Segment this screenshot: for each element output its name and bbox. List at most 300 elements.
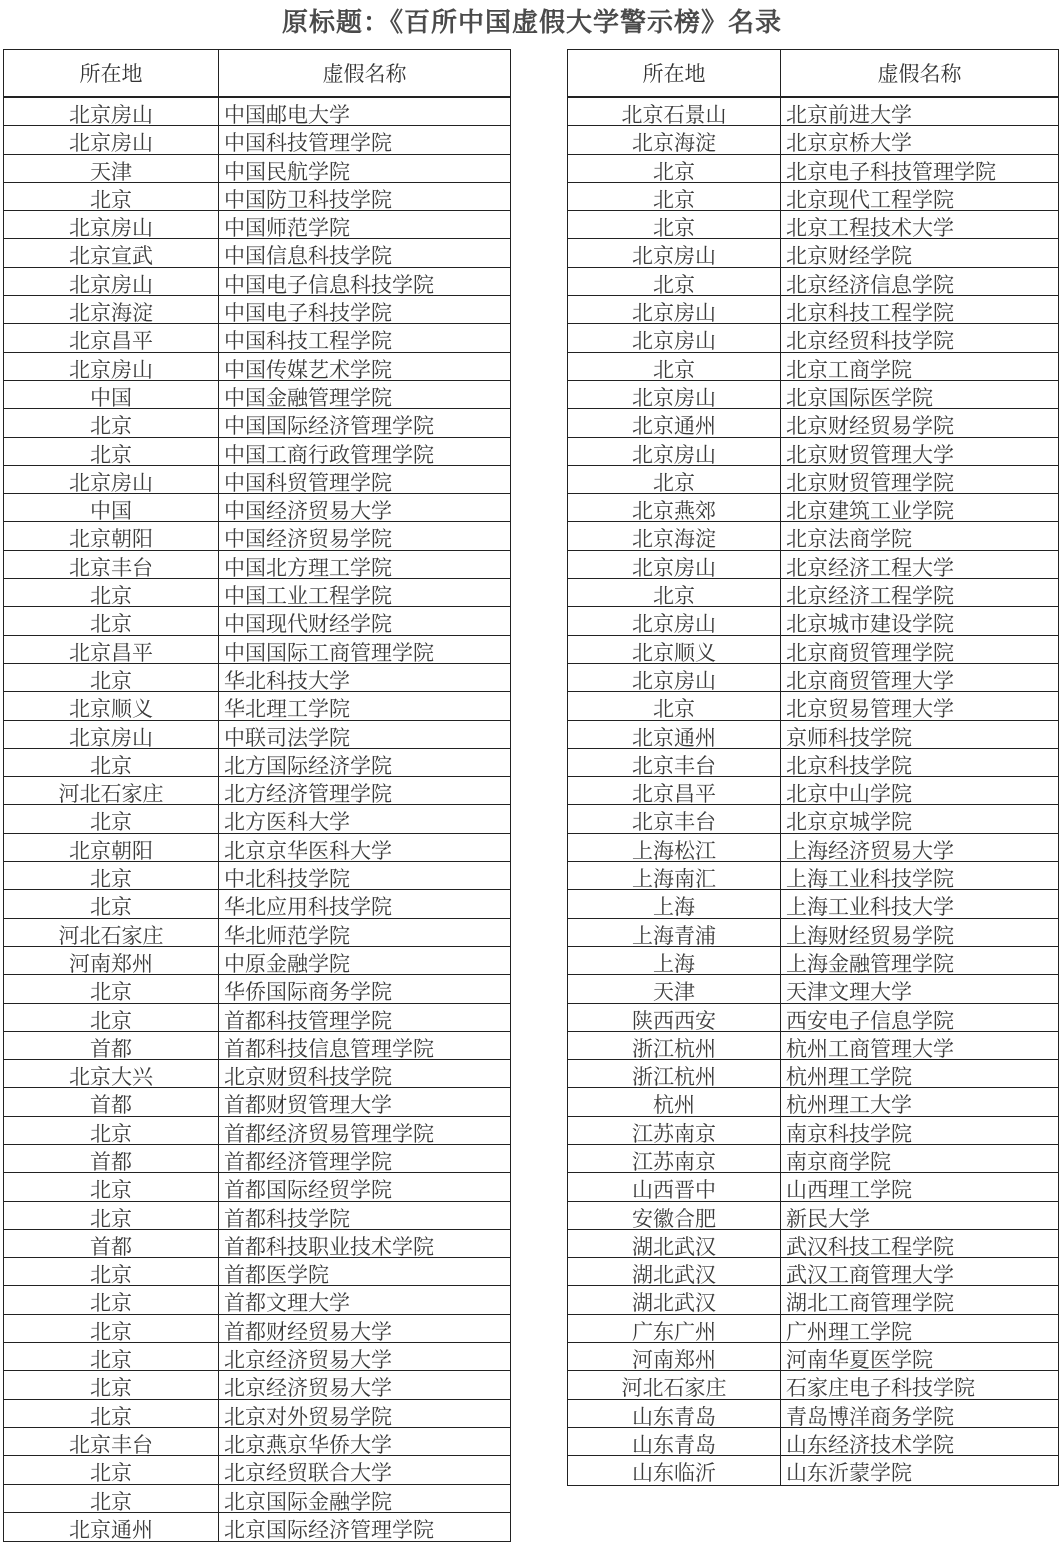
fake-name-cell: 北京商贸管理大学 [786, 668, 954, 692]
table-row [4, 1485, 510, 1513]
fake-name-cell: 北京经济信息学院 [786, 272, 954, 296]
fake-name-cell: 青岛博洋商务学院 [786, 1404, 954, 1427]
table-row [568, 1088, 1058, 1116]
location-cell: 北京房山 [4, 126, 219, 153]
table-row [4, 1004, 510, 1032]
table-row [568, 98, 1058, 126]
location-cell: 上海 [568, 947, 781, 974]
table-row [568, 1400, 1058, 1428]
fake-name-cell: 北京工商学院 [786, 357, 912, 380]
table-row [568, 183, 1058, 211]
table-row [568, 692, 1058, 720]
location-cell: 北京 [4, 749, 219, 776]
table-row [4, 268, 510, 296]
fake-name-cell: 中国科贸管理学院 [224, 470, 392, 494]
table-row [568, 1202, 1058, 1230]
location-cell: 北京 [4, 805, 219, 832]
table-row [568, 551, 1058, 579]
location-cell: 北京燕郊 [568, 494, 781, 521]
table-row [4, 692, 510, 720]
location-cell: 北京 [4, 1400, 219, 1427]
location-cell: 河南郑州 [4, 947, 219, 974]
location-cell: 北京丰台 [4, 1428, 219, 1455]
fake-name-cell: 中国电子科技学院 [224, 301, 392, 324]
table-row [4, 438, 510, 466]
location-cell: 安徽合肥 [568, 1202, 781, 1229]
fake-name-cell: 北京国际金融学院 [224, 1489, 392, 1512]
fake-name-cell: 首都科技学院 [224, 1206, 350, 1229]
table-row [4, 1513, 510, 1541]
location-cell: 中国 [4, 381, 219, 408]
location-cell: 北京房山 [4, 268, 219, 295]
location-cell: 北京房山 [4, 466, 219, 493]
table-row [4, 664, 510, 692]
fake-name-cell: 广州理工学院 [786, 1319, 912, 1343]
fake-name-cell: 北京京桥大学 [786, 131, 912, 154]
table-row [4, 466, 510, 494]
location-cell: 北京丰台 [568, 749, 781, 776]
table-row [4, 1202, 510, 1230]
location-cell: 北京海淀 [4, 296, 219, 323]
table-row [4, 183, 510, 211]
location-cell: 江苏南京 [568, 1145, 781, 1172]
table-row [568, 749, 1058, 777]
table-row [568, 1343, 1058, 1371]
table-row [4, 1315, 510, 1343]
location-cell: 北京房山 [4, 721, 219, 748]
location-cell: 北京通州 [568, 721, 781, 748]
table-row [568, 805, 1058, 833]
fake-name-cell: 中国现代财经学院 [224, 612, 392, 635]
table-row [4, 324, 510, 352]
fake-name-cell: 北京京华医科大学 [224, 838, 392, 862]
table-row [568, 664, 1058, 692]
location-cell: 中国 [4, 494, 219, 521]
fake-name-cell: 中国电子信息科技学院 [224, 272, 434, 296]
location-cell: 上海青浦 [568, 919, 781, 946]
location-cell: 广东广州 [568, 1315, 781, 1342]
table-row [4, 211, 510, 239]
table-row [4, 1117, 510, 1145]
location-cell: 北京房山 [568, 381, 781, 408]
table-row [4, 239, 510, 267]
header-location: 所在地 [568, 50, 781, 96]
location-cell: 北京 [568, 268, 781, 295]
fake-name-cell: 新民大学 [786, 1206, 870, 1229]
location-cell: 北京通州 [4, 1513, 219, 1541]
table-row [4, 126, 510, 154]
table-row [568, 268, 1058, 296]
page-title: 原标题：《百所中国虚假大学警示榜》名录 [281, 8, 782, 38]
location-cell: 北京 [4, 1343, 219, 1370]
location-cell: 北京 [4, 1286, 219, 1313]
fake-name-cell: 北京经贸科技学院 [786, 329, 954, 352]
table-header-row [568, 50, 1058, 98]
table-row [4, 381, 510, 409]
table-row [4, 579, 510, 607]
location-cell: 北京昌平 [4, 636, 219, 663]
fake-name-cell: 北京财贸管理学院 [786, 470, 954, 494]
location-cell: 北京房山 [568, 324, 781, 351]
fake-name-cell: 北京经济贸易大学 [224, 1376, 392, 1399]
location-cell: 湖北武汉 [568, 1258, 781, 1285]
table-row [568, 890, 1058, 918]
fake-name-cell: 北京京城学院 [786, 810, 912, 833]
fake-name-cell: 湖北工商管理学院 [786, 1291, 954, 1314]
location-cell: 北京 [4, 1258, 219, 1285]
fake-name-cell: 北京国际医学院 [786, 385, 933, 409]
location-cell: 北京 [4, 1315, 219, 1342]
fake-name-cell: 北京经济工程大学 [786, 555, 954, 579]
location-cell: 河北石家庄 [4, 919, 219, 946]
fake-name-cell: 华北理工学院 [224, 697, 350, 720]
fake-name-cell: 首都文理大学 [224, 1291, 350, 1314]
table-row [568, 947, 1058, 975]
location-cell: 北京 [568, 183, 781, 210]
location-cell: 湖北武汉 [568, 1230, 781, 1257]
location-cell: 北京 [568, 579, 781, 606]
location-cell: 首都 [4, 1145, 219, 1172]
table-row [568, 862, 1058, 890]
fake-name-cell: 中国国际经济管理学院 [224, 414, 434, 437]
table-row [4, 1088, 510, 1116]
fake-name-cell: 河南华夏医学院 [786, 1348, 933, 1371]
table-row [568, 296, 1058, 324]
location-cell: 北京通州 [568, 409, 781, 436]
location-cell: 北京宣武 [4, 239, 219, 266]
location-cell: 北京 [568, 155, 781, 182]
table-row [568, 211, 1058, 239]
header-location: 所在地 [4, 50, 219, 96]
location-cell: 北京丰台 [568, 805, 781, 832]
table-row [4, 890, 510, 918]
location-cell: 北京 [4, 579, 219, 606]
fake-name-cell: 北京经济工程学院 [786, 584, 954, 607]
fake-name-cell: 北京商贸管理学院 [786, 640, 954, 663]
table-row [4, 607, 510, 635]
table-row [568, 1173, 1058, 1201]
table-row [568, 1117, 1058, 1145]
location-cell: 北京海淀 [568, 522, 781, 549]
table-row [568, 777, 1058, 805]
location-cell: 河北石家庄 [4, 777, 219, 804]
location-cell: 浙江杭州 [568, 1060, 781, 1087]
table-header-row [4, 50, 510, 98]
fake-university-table-left [3, 49, 511, 1542]
fake-name-cell: 北京电子科技管理学院 [786, 159, 996, 182]
table-row [568, 239, 1058, 267]
location-cell: 北京房山 [568, 438, 781, 465]
table-row [4, 1371, 510, 1399]
location-cell: 北京 [4, 1485, 219, 1512]
table-row [4, 1428, 510, 1456]
table-row [568, 381, 1058, 409]
location-cell: 北京 [4, 438, 219, 465]
location-cell: 浙江杭州 [568, 1032, 781, 1059]
fake-name-cell: 北京科技工程学院 [786, 301, 954, 324]
fake-name-cell: 北京法商学院 [786, 527, 912, 550]
fake-name-cell: 首都医学院 [224, 1263, 329, 1286]
fake-name-cell: 北京财贸管理大学 [786, 442, 954, 465]
fake-name-cell: 中国金融管理学院 [224, 385, 392, 409]
table-row [4, 721, 510, 749]
location-cell: 上海 [568, 890, 781, 917]
table-row [568, 1060, 1058, 1088]
location-cell: 河南郑州 [568, 1343, 781, 1370]
location-cell: 北京 [4, 1173, 219, 1200]
table-row [4, 947, 510, 975]
header-fake-name: 虚假名称 [877, 62, 962, 86]
fake-name-cell: 中国工业工程学院 [224, 584, 392, 607]
table-row [568, 438, 1058, 466]
fake-name-cell: 中国传媒艺术学院 [224, 357, 392, 380]
table-row [568, 1315, 1058, 1343]
table-row [568, 126, 1058, 154]
location-cell: 上海南汇 [568, 862, 781, 889]
table-row [4, 1400, 510, 1428]
table-row [4, 1258, 510, 1286]
location-cell: 北京 [4, 975, 219, 1002]
table-row [4, 1343, 510, 1371]
table-row [568, 155, 1058, 183]
fake-name-cell: 中国科技管理学院 [224, 131, 392, 154]
location-cell: 北京房山 [568, 607, 781, 634]
fake-name-cell: 首都经济贸易管理学院 [224, 1121, 434, 1144]
fake-name-cell: 北京现代工程学院 [786, 187, 954, 211]
table-row [568, 466, 1058, 494]
fake-name-cell: 山西理工学院 [786, 1178, 912, 1201]
fake-name-cell: 中国师范学院 [224, 216, 350, 239]
fake-name-cell: 北京财经学院 [786, 244, 912, 267]
table-row [568, 579, 1058, 607]
fake-name-cell: 北京贸易管理大学 [786, 697, 954, 720]
fake-name-cell: 南京商学院 [786, 1149, 891, 1173]
location-cell: 上海松江 [568, 834, 781, 861]
table-row [4, 777, 510, 805]
fake-name-cell: 中国科技工程学院 [224, 329, 392, 352]
fake-name-cell: 山东沂蒙学院 [786, 1461, 912, 1485]
table-row [4, 1230, 510, 1258]
fake-name-cell: 华北应用科技学院 [224, 895, 392, 918]
table-row [568, 324, 1058, 352]
location-cell: 北京房山 [568, 664, 781, 691]
fake-name-cell: 首都国际经贸学院 [224, 1178, 392, 1201]
fake-name-cell: 中原金融学院 [224, 951, 350, 975]
fake-name-cell: 北京财经贸易学院 [786, 414, 954, 437]
location-cell: 河北石家庄 [568, 1371, 781, 1398]
fake-name-cell: 北京国际经济管理学院 [224, 1517, 434, 1542]
table-row [568, 636, 1058, 664]
table-row [568, 1456, 1058, 1484]
table-row [568, 1428, 1058, 1456]
table-row [4, 1173, 510, 1201]
table-row [4, 749, 510, 777]
fake-university-table-right [567, 49, 1059, 1486]
fake-name-cell: 中国民航学院 [224, 159, 350, 182]
table-row [4, 862, 510, 890]
fake-name-cell: 中国信息科技学院 [224, 244, 392, 267]
table-row [568, 1230, 1058, 1258]
fake-name-cell: 武汉工商管理大学 [786, 1263, 954, 1286]
table-row [4, 296, 510, 324]
table-row [4, 1032, 510, 1060]
fake-name-cell: 中国经济贸易大学 [224, 499, 392, 522]
table-row [568, 522, 1058, 550]
location-cell: 北京大兴 [4, 1060, 219, 1087]
location-cell: 北京石景山 [568, 98, 781, 125]
location-cell: 北京 [4, 1004, 219, 1031]
table-row [4, 1145, 510, 1173]
location-cell: 北京 [4, 890, 219, 917]
location-cell: 北京房山 [568, 551, 781, 578]
table-row [4, 98, 510, 126]
table-row [4, 1060, 510, 1088]
fake-name-cell: 首都财经贸易大学 [224, 1319, 392, 1343]
fake-name-cell: 武汉科技工程学院 [786, 1234, 954, 1258]
fake-name-cell: 北京经济贸易大学 [224, 1348, 392, 1371]
table-row [568, 975, 1058, 1003]
fake-name-cell: 首都财贸管理大学 [224, 1093, 392, 1116]
fake-name-cell: 杭州工商管理大学 [786, 1036, 954, 1060]
location-cell: 北京顺义 [568, 636, 781, 663]
table-row [568, 1145, 1058, 1173]
location-cell: 北京房山 [4, 353, 219, 380]
table-row [4, 409, 510, 437]
location-cell: 山东青岛 [568, 1400, 781, 1427]
location-cell: 首都 [4, 1230, 219, 1257]
fake-name-cell: 中国北方理工学院 [224, 555, 392, 579]
fake-name-cell: 华侨国际商务学院 [224, 980, 392, 1003]
location-cell: 北京 [4, 1371, 219, 1398]
location-cell: 陕西西安 [568, 1004, 781, 1031]
fake-name-cell: 中国经济贸易学院 [224, 527, 392, 550]
fake-name-cell: 杭州理工学院 [786, 1065, 912, 1088]
table-row [4, 805, 510, 833]
location-cell: 天津 [4, 155, 219, 182]
fake-name-cell: 首都科技信息管理学院 [224, 1036, 434, 1060]
location-cell: 北京昌平 [4, 324, 219, 351]
fake-name-cell: 华北科技大学 [224, 668, 350, 692]
location-cell: 北京昌平 [568, 777, 781, 804]
fake-name-cell: 北方医科大学 [224, 810, 350, 833]
fake-name-cell: 上海经济贸易大学 [786, 838, 954, 862]
table-row [4, 1456, 510, 1484]
fake-name-cell: 杭州理工大学 [786, 1093, 912, 1116]
fake-name-cell: 首都科技职业技术学院 [224, 1234, 434, 1258]
table-row [568, 919, 1058, 947]
location-cell: 北京 [568, 211, 781, 238]
fake-name-cell: 北京工程技术大学 [786, 216, 954, 239]
location-cell: 北京 [568, 692, 781, 719]
table-row [4, 1286, 510, 1314]
fake-name-cell: 京师科技学院 [786, 725, 912, 748]
table-row [4, 551, 510, 579]
location-cell: 北京顺义 [4, 692, 219, 719]
table-row [568, 1032, 1058, 1060]
location-cell: 山东临沂 [568, 1456, 781, 1484]
location-cell: 北京朝阳 [4, 834, 219, 861]
location-cell: 山东青岛 [568, 1428, 781, 1455]
header-fake-name: 虚假名称 [322, 62, 407, 86]
fake-name-cell: 北京财贸科技学院 [224, 1065, 392, 1088]
table-row [568, 409, 1058, 437]
table-row [568, 834, 1058, 862]
fake-name-cell: 北京科技学院 [786, 753, 912, 777]
fake-name-cell: 北方经济管理学院 [224, 782, 392, 805]
table-row [568, 1004, 1058, 1032]
location-cell: 首都 [4, 1088, 219, 1115]
location-cell: 北京 [568, 466, 781, 493]
location-cell: 天津 [568, 975, 781, 1002]
location-cell: 北京朝阳 [4, 522, 219, 549]
table-row [4, 155, 510, 183]
fake-name-cell: 中联司法学院 [224, 725, 350, 748]
table-row [568, 353, 1058, 381]
table-row [568, 607, 1058, 635]
location-cell: 北京 [4, 607, 219, 634]
table-row [568, 1258, 1058, 1286]
table-row [568, 1371, 1058, 1399]
location-cell: 北京丰台 [4, 551, 219, 578]
location-cell: 北京 [4, 409, 219, 436]
table-row [4, 636, 510, 664]
fake-name-cell: 中国邮电大学 [224, 103, 350, 126]
fake-name-cell: 华北师范学院 [224, 923, 350, 946]
table-row [4, 919, 510, 947]
fake-name-cell: 天津文理大学 [786, 980, 912, 1003]
fake-name-cell: 北方国际经济学院 [224, 753, 392, 777]
fake-name-cell: 北京燕京华侨大学 [224, 1432, 392, 1456]
table-row [4, 353, 510, 381]
fake-name-cell: 北京对外贸易学院 [224, 1404, 392, 1427]
fake-name-cell: 首都科技管理学院 [224, 1008, 392, 1031]
fake-name-cell: 上海工业科技学院 [786, 867, 954, 890]
fake-name-cell: 西安电子信息学院 [786, 1008, 954, 1031]
location-cell: 杭州 [568, 1088, 781, 1115]
location-cell: 北京 [4, 1117, 219, 1144]
table-row [4, 494, 510, 522]
location-cell: 北京房山 [568, 239, 781, 266]
location-cell: 北京海淀 [568, 126, 781, 153]
location-cell: 北京房山 [568, 296, 781, 323]
fake-name-cell: 北京前进大学 [786, 103, 912, 126]
table-row [568, 1286, 1058, 1314]
location-cell: 北京 [4, 183, 219, 210]
location-cell: 北京房山 [4, 98, 219, 125]
location-cell: 北京 [4, 862, 219, 889]
fake-name-cell: 南京科技学院 [786, 1121, 912, 1144]
fake-name-cell: 首都经济管理学院 [224, 1149, 392, 1173]
location-cell: 首都 [4, 1032, 219, 1059]
fake-name-cell: 山东经济技术学院 [786, 1432, 954, 1456]
fake-name-cell: 北京城市建设学院 [786, 612, 954, 635]
table-row [4, 834, 510, 862]
table-row [568, 494, 1058, 522]
location-cell: 北京 [4, 1202, 219, 1229]
fake-name-cell: 中国国际工商管理学院 [224, 640, 434, 663]
location-cell: 北京 [4, 1456, 219, 1483]
fake-name-cell: 中国防卫科技学院 [224, 187, 392, 211]
fake-name-cell: 石家庄电子科技学院 [786, 1376, 975, 1399]
location-cell: 北京 [568, 353, 781, 380]
fake-name-cell: 北京中山学院 [786, 782, 912, 805]
fake-name-cell: 上海金融管理学院 [786, 951, 954, 975]
fake-name-cell: 上海工业科技大学 [786, 895, 954, 918]
location-cell: 北京 [4, 664, 219, 691]
fake-name-cell: 北京建筑工业学院 [786, 499, 954, 522]
table-row [568, 721, 1058, 749]
location-cell: 江苏南京 [568, 1117, 781, 1144]
